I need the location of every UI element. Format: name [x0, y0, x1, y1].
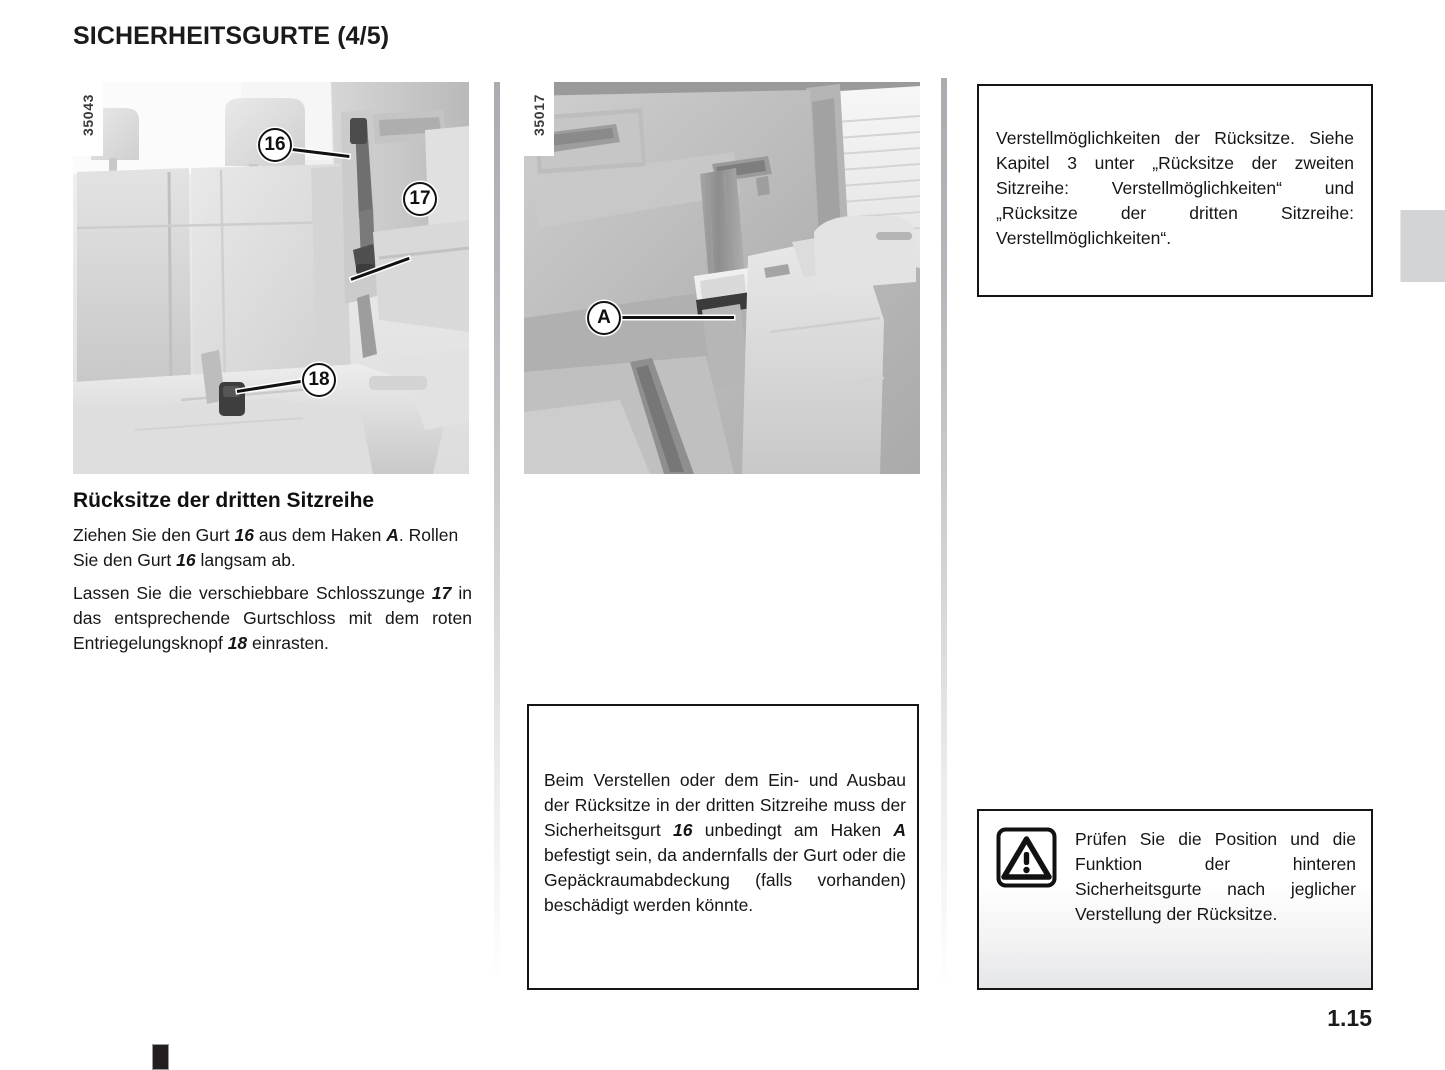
- column-divider-right: [941, 78, 947, 993]
- paragraph-pull-belt: Ziehen Sie den Gurt 16 aus dem Haken A. Rollen Sie den Gurt 16 langsam ab.: [73, 525, 459, 570]
- chapter-edge-tab: [1400, 210, 1445, 282]
- caution-box-belt-hook: [527, 704, 919, 990]
- figure-belt-hook: [524, 82, 920, 474]
- callout-leader-a: [620, 316, 734, 319]
- paragraph-latch-tongue: Lassen Sie die verschiebbare Schlosszunge 17 in das entsprechende Gurtschloss mit dem roten Entriegelungsknopf 18 einrasten.: [73, 583, 473, 653]
- warning-triangle-icon: [996, 827, 1057, 888]
- warning-box-check-belts: [977, 809, 1373, 990]
- section-heading-third-row-seats: Rücksitze der dritten Sitzreihe: [73, 489, 375, 512]
- callout-16: 16: [258, 128, 292, 162]
- caution-box-text: Beim Verstellen oder dem Ein- und Ausbau der Rücksitze in der dritten Sitzreihe muss der Sicherheitsgurt 16 unbedingt am Haken A befestigt sein, da andernfalls der Gurt oder die Gepäckraumabdeckung (falls vorhanden) beschädigt werden könnte.: [544, 770, 906, 915]
- photo-belt-hook: [524, 82, 920, 474]
- warning-box-text: Prüfen Sie die Position und die Funktion der hinteren Sicherheitsgurte nach jeglicher Verstellung der Rücksitze.: [1075, 829, 1356, 924]
- page-number: 1.15: [1327, 1005, 1372, 1031]
- reference-box-seat-adjustment: [977, 84, 1373, 297]
- page-title: SICHERHEITSGURTE (4/5): [73, 22, 390, 50]
- figure-id-right: 35017: [524, 82, 554, 156]
- column-divider-left: [494, 82, 500, 982]
- callout-a: A: [587, 301, 621, 335]
- figure-id-left: 35043: [73, 82, 103, 156]
- reference-box-text: Verstellmöglichkeiten der Rücksitze. Siehe Kapitel 3 unter „Rücksitze der zweiten Sitzreihe: Verstellmöglichkeiten“ und „Rücksitze der dritten Sitzreihe: Verstellmöglichkeiten“.: [996, 128, 1354, 248]
- figure-rear-seat-third-row: [73, 82, 469, 474]
- chapter-corner-mark: [152, 1044, 169, 1070]
- callout-17: 17: [403, 182, 437, 216]
- callout-18: 18: [302, 363, 336, 397]
